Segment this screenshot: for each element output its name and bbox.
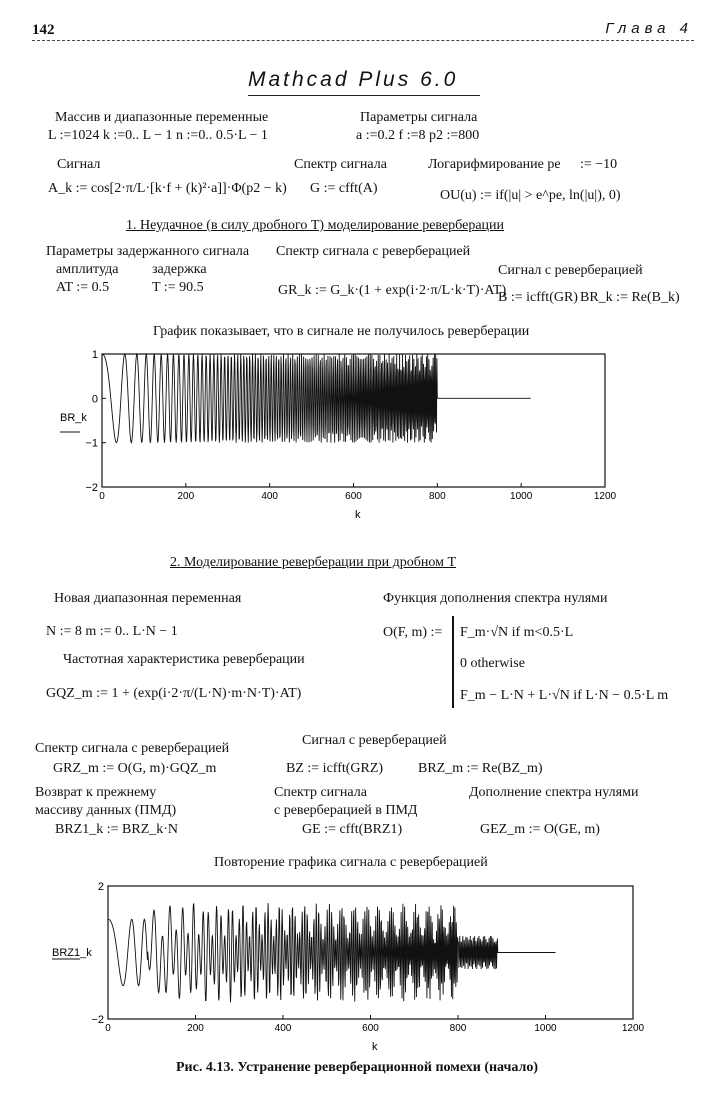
log-value: := −10 [580, 157, 618, 172]
chart-ytick-label: 1 [91, 349, 98, 361]
zero-fill-2-heading: Дополнение спектра нулями [469, 785, 639, 800]
brz-formula: BRZ_m := Re(BZ_m) [418, 761, 543, 776]
chart-ytick-label: −1 [85, 437, 98, 450]
chart2-caption: Повторение графика сигнала с реверберацией [214, 855, 488, 870]
ge-formula: GE := cfft(BRZ1) [302, 822, 403, 837]
page-number: 142 [32, 22, 55, 38]
freq-char-heading: Частотная характеристика реверберации [63, 652, 305, 667]
o-cases-bar [452, 616, 454, 708]
o-case3: F_m − L·N + L·√N if L·N − 0.5·L m [460, 688, 669, 703]
chart-br [0, 340, 725, 530]
gez-formula: GEZ_m := O(GE, m) [480, 822, 600, 837]
delayed-params-heading: Параметры задержанного сигнала [46, 244, 250, 259]
signal-reverb2-heading: Сигнал с реверберацией [302, 733, 447, 748]
chart-xtick-label: 1200 [593, 491, 617, 502]
br-formula: BR_k := Re(B_k) [580, 290, 680, 305]
figure-caption: Рис. 4.13. Устранение реверберационной помехи (начало) [176, 1060, 539, 1075]
chart-ytick-label: 2 [97, 881, 104, 893]
zero-fill-heading: Функция дополнения спектра нулями [383, 591, 608, 606]
spectrum-reverb2-heading: Спектр сигнала с реверберацией [35, 741, 230, 756]
o-case2: 0 otherwise [460, 656, 525, 671]
spectrum-heading: Спектр сигнала [294, 157, 387, 172]
signal-formula: A_k := cos[2·π/L·[k·f + (k)²·a]]·Φ(p2 − k) [48, 181, 287, 196]
chart-xtick-label: 0 [99, 491, 105, 502]
chart-xtick-label: 200 [187, 1023, 204, 1034]
t-formula: T := 90.5 [152, 280, 204, 295]
new-range-heading: Новая диапазонная переменная [54, 591, 242, 606]
chart-xtick-label: 1000 [534, 1023, 557, 1034]
chart-xtick-label: 600 [362, 1023, 379, 1034]
header-rule [32, 40, 694, 41]
o-case1: F_m·√N if m<0.5·L [460, 625, 574, 640]
chart-xtick-label: 400 [261, 491, 279, 502]
chart-xtick-label: 400 [274, 1023, 292, 1034]
arrays-heading: Массив и диапазонные переменные [55, 110, 269, 125]
spectrum-formula: G := cfft(A) [310, 181, 378, 196]
chart-xtick-label: 1200 [621, 1023, 645, 1034]
chart-brz1-ylabel: BRZ1_k [52, 947, 92, 959]
gr-formula: GR_k := G_k·(1 + exp(i·2·π/L·k·T)·AT) [278, 283, 507, 298]
chapter-label: Глава 4 [605, 20, 693, 37]
chart-xtick-label: 200 [177, 491, 195, 502]
spectrum-pmd-1: Спектр сигнала [274, 785, 367, 800]
at-formula: AT := 0.5 [56, 280, 110, 295]
spectrum-pmd-2: с реверберацией в ПМД [274, 803, 418, 818]
arrays-formula: L :=1024 k :=0.. L − 1 n :=0.. 0.5·L − 1 [48, 128, 268, 143]
signal-reverb-heading: Сигнал с реверберацией [498, 263, 643, 278]
signal-heading: Сигнал [57, 157, 101, 172]
delay-label: задержка [152, 262, 207, 277]
page-title: Mathcad Plus 6.0 [248, 68, 459, 91]
brz1-formula: BRZ1_k := BRZ_k·N [55, 822, 179, 837]
gqz-formula: GQZ_m := 1 + (exp(i·2·π/(L·N)·m·N·T)·AT) [46, 686, 302, 701]
chart1-caption: График показывает, что в сигнале не получилось реверберации [153, 324, 530, 339]
chart-brz1-series [108, 903, 556, 1002]
section1-title: 1. Неудачное (в силу дробного T) моделирование реверберации [126, 218, 505, 233]
chart-brz1-xlabel: k [372, 1041, 378, 1053]
chart-ytick-label: −2 [85, 482, 98, 494]
n-formula: N := 8 m := 0.. L·N − 1 [46, 624, 178, 639]
chart-brz1 [0, 870, 725, 1060]
chart-br-series [102, 354, 531, 443]
chart-br-xlabel: k [355, 509, 361, 521]
chart-xtick-label: 0 [105, 1023, 111, 1034]
return-heading-2: массиву данных (ПМД) [35, 803, 177, 818]
log-heading: Логарифмирование pe [428, 157, 561, 172]
log-formula: OU(u) := if(|u| > e^pe, ln(|u|), 0) [440, 188, 621, 203]
chart-xtick-label: 1000 [510, 491, 533, 502]
section2-title: 2. Моделирование реверберации при дробном T [170, 555, 457, 570]
chart-ytick-label: −2 [91, 1014, 104, 1026]
spectrum-reverb-heading: Спектр сигнала с реверберацией [276, 244, 471, 259]
chart-ytick-label: 0 [91, 393, 98, 406]
b-formula: B := icfft(GR) [498, 290, 578, 305]
o-formula: O(F, m) := [383, 625, 443, 640]
grz-formula: GRZ_m := O(G, m)·GQZ_m [53, 761, 217, 776]
chart-xtick-label: 800 [449, 1023, 467, 1034]
chart-br-ylabel: BR_k [60, 412, 87, 424]
chart-xtick-label: 800 [428, 491, 446, 502]
params-heading: Параметры сигнала [360, 110, 478, 125]
return-heading-1: Возврат к прежнему [35, 785, 157, 800]
params-formula: a :=0.2 f :=8 p2 :=800 [356, 128, 480, 143]
title-underline [248, 95, 480, 96]
chart-xtick-label: 600 [345, 491, 362, 502]
bz-formula: BZ := icfft(GRZ) [286, 761, 384, 776]
amplitude-label: амплитуда [56, 262, 119, 277]
